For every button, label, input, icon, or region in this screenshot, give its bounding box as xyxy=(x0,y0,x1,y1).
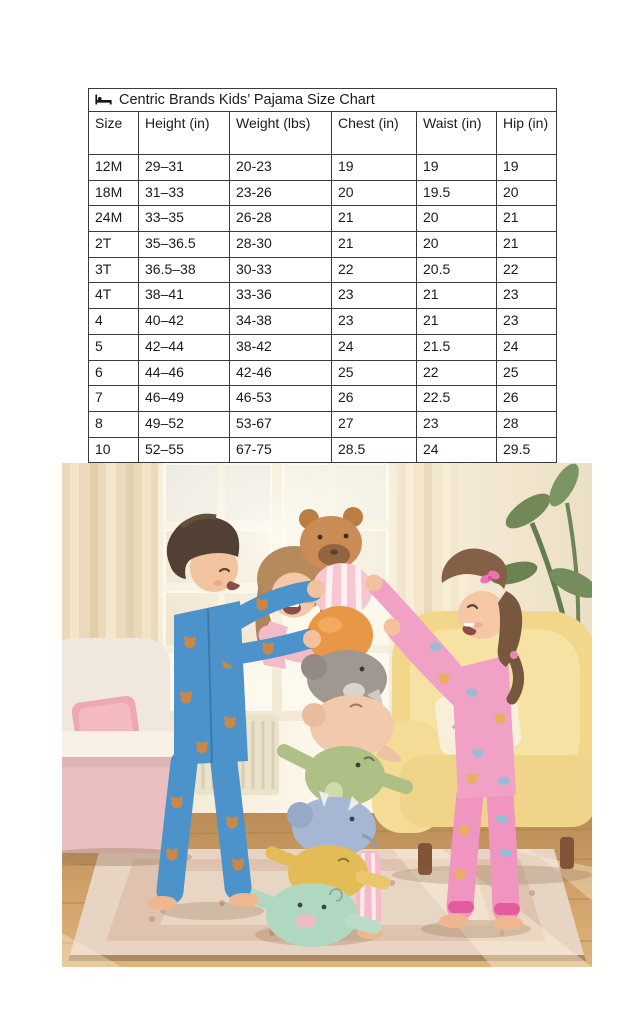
table-cell: 23 xyxy=(332,309,417,335)
table-row xyxy=(89,232,557,258)
pajama-size-chart-table xyxy=(88,88,557,463)
table-cell: 18M xyxy=(89,180,139,206)
chart-title-cell xyxy=(89,89,557,112)
pajama-kids-photo xyxy=(62,463,592,967)
table-row xyxy=(89,411,557,437)
table-cell: 36.5–38 xyxy=(139,257,230,283)
table-cell: 30-33 xyxy=(230,257,332,283)
chart-title: Centric Brands Kids’ Pajama Size Chart xyxy=(119,92,375,108)
table-cell: 7 xyxy=(89,386,139,412)
table-cell: 38–41 xyxy=(139,283,230,309)
table-cell: 23 xyxy=(497,309,557,335)
table-cell: 29–31 xyxy=(139,155,230,181)
table-cell: 29.5 xyxy=(497,437,557,463)
table-cell: 8 xyxy=(89,411,139,437)
table-row xyxy=(89,155,557,181)
column-header-row xyxy=(89,112,557,155)
table-cell: 19 xyxy=(332,155,417,181)
table-cell: 67-75 xyxy=(230,437,332,463)
table-cell: 31–33 xyxy=(139,180,230,206)
table-cell: 53-67 xyxy=(230,411,332,437)
table-cell: 19.5 xyxy=(417,180,497,206)
table-cell: 22.5 xyxy=(417,386,497,412)
column-header-waist: Waist (in) xyxy=(417,112,497,155)
table-cell: 20 xyxy=(497,180,557,206)
chart-title-row xyxy=(89,89,557,112)
table-cell: 25 xyxy=(332,360,417,386)
table-cell: 33–35 xyxy=(139,206,230,232)
table-cell: 5 xyxy=(89,334,139,360)
table-cell: 40–42 xyxy=(139,309,230,335)
table-cell: 10 xyxy=(89,437,139,463)
table-cell: 4T xyxy=(89,283,139,309)
table-cell: 19 xyxy=(497,155,557,181)
bed-icon xyxy=(95,93,112,106)
size-chart-body xyxy=(89,155,557,463)
table-cell: 6 xyxy=(89,360,139,386)
table-cell: 22 xyxy=(332,257,417,283)
table-cell: 4 xyxy=(89,309,139,335)
column-header-hip: Hip (in) xyxy=(497,112,557,155)
table-cell: 20.5 xyxy=(417,257,497,283)
column-header-height: Height (in) xyxy=(139,112,230,155)
table-cell: 26 xyxy=(497,386,557,412)
table-cell: 44–46 xyxy=(139,360,230,386)
table-row xyxy=(89,206,557,232)
table-cell: 28.5 xyxy=(332,437,417,463)
table-cell: 24M xyxy=(89,206,139,232)
table-cell: 26 xyxy=(332,386,417,412)
table-row xyxy=(89,309,557,335)
table-cell: 35–36.5 xyxy=(139,232,230,258)
table-row xyxy=(89,386,557,412)
table-cell: 2T xyxy=(89,232,139,258)
table-cell: 34-38 xyxy=(230,309,332,335)
table-cell: 23-26 xyxy=(230,180,332,206)
table-row xyxy=(89,257,557,283)
table-cell: 21.5 xyxy=(417,334,497,360)
table-cell: 28 xyxy=(497,411,557,437)
table-cell: 24 xyxy=(332,334,417,360)
table-cell: 20-23 xyxy=(230,155,332,181)
table-cell: 21 xyxy=(497,206,557,232)
table-cell: 19 xyxy=(417,155,497,181)
column-header-weight: Weight (lbs) xyxy=(230,112,332,155)
table-cell: 22 xyxy=(417,360,497,386)
table-cell: 20 xyxy=(417,232,497,258)
table-cell: 24 xyxy=(417,437,497,463)
table-cell: 21 xyxy=(332,232,417,258)
table-cell: 20 xyxy=(417,206,497,232)
table-row xyxy=(89,283,557,309)
table-cell: 23 xyxy=(332,283,417,309)
table-cell: 38-42 xyxy=(230,334,332,360)
table-cell: 26-28 xyxy=(230,206,332,232)
table-row xyxy=(89,360,557,386)
table-cell: 42–44 xyxy=(139,334,230,360)
table-cell: 21 xyxy=(417,309,497,335)
light-wash xyxy=(62,463,592,967)
column-header-size: Size xyxy=(89,112,139,155)
table-cell: 33-36 xyxy=(230,283,332,309)
table-cell: 24 xyxy=(497,334,557,360)
table-cell: 23 xyxy=(497,283,557,309)
table-cell: 27 xyxy=(332,411,417,437)
table-cell: 42-46 xyxy=(230,360,332,386)
column-header-chest: Chest (in) xyxy=(332,112,417,155)
table-cell: 21 xyxy=(332,206,417,232)
table-row xyxy=(89,334,557,360)
table-cell: 49–52 xyxy=(139,411,230,437)
table-row xyxy=(89,180,557,206)
table-cell: 3T xyxy=(89,257,139,283)
table-cell: 23 xyxy=(417,411,497,437)
table-cell: 12M xyxy=(89,155,139,181)
table-cell: 25 xyxy=(497,360,557,386)
table-cell: 46-53 xyxy=(230,386,332,412)
table-cell: 20 xyxy=(332,180,417,206)
table-cell: 21 xyxy=(497,232,557,258)
table-cell: 21 xyxy=(417,283,497,309)
table-row xyxy=(89,437,557,463)
table-cell: 52–55 xyxy=(139,437,230,463)
table-cell: 46–49 xyxy=(139,386,230,412)
table-cell: 22 xyxy=(497,257,557,283)
table-cell: 28-30 xyxy=(230,232,332,258)
